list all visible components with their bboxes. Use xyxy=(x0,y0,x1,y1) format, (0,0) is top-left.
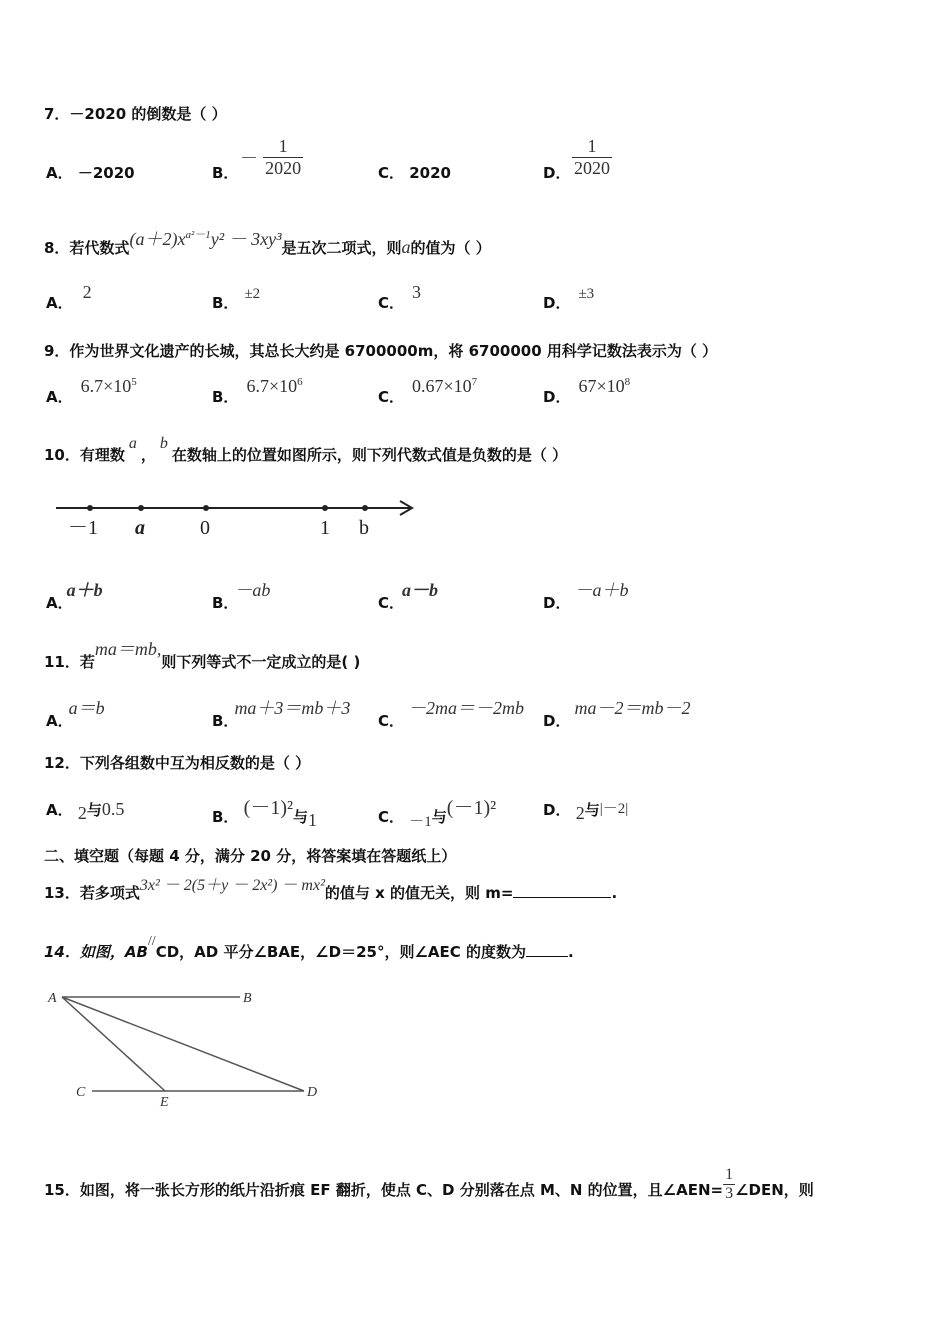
q7-option-a: A． －2020 xyxy=(46,164,135,182)
number-line-label-a: a xyxy=(135,517,145,539)
point-a-label: A xyxy=(48,991,57,1006)
number-line-point-b xyxy=(362,505,368,511)
question-13-stem: 13．若多项式3x² － 2(5＋y － 2x²) － mx²的值与 x 的值无关，则 m= . xyxy=(44,877,618,902)
q7-option-b-value: － $\frac{1}{2020}$ xyxy=(240,136,302,178)
q9-option-d: D．$67\times 10^8$ xyxy=(543,376,631,406)
q12-option-c: C． －1与(－1)² xyxy=(378,797,497,830)
q10-option-b: B．－ab xyxy=(212,580,271,612)
number-line-point-a xyxy=(138,505,144,511)
point-d-label: D xyxy=(307,1085,318,1100)
number-line-point-neg1 xyxy=(87,505,93,511)
question-14-stem: 14．如图，AB//CD，AD 平分∠BAE，∠D＝25°，则∠AEC 的度数为 . xyxy=(44,934,574,961)
point-c-label: C xyxy=(76,1085,86,1100)
number-line-label-neg1: －1 xyxy=(68,517,98,539)
q9-option-a: A．$6.7\times 10^5$ xyxy=(46,376,137,406)
question-11-stem: 11．若ma＝mb,则下列等式不一定成立的是( ) xyxy=(44,639,361,671)
q12-option-b: B． (－1)²与1 xyxy=(212,797,318,830)
q9-option-b: B．$6.7\times 10^6$ xyxy=(212,376,303,406)
q10-option-d: D．－a＋b xyxy=(543,580,629,612)
q13-answer-blank[interactable] xyxy=(513,897,611,898)
segment-ae xyxy=(62,997,165,1091)
q14-figure xyxy=(44,984,334,1112)
number-line-point-0 xyxy=(203,505,209,511)
q9-option-c: C．$0.67\times 10^7$ xyxy=(378,376,478,406)
q7-option-c: C． 2020 xyxy=(378,164,451,182)
question-7-stem: 7．－2020 的倒数是（ ） xyxy=(44,105,227,123)
q10-option-c: C．a－b xyxy=(378,580,439,612)
point-b-label: B xyxy=(243,991,252,1006)
segment-ad xyxy=(62,997,304,1091)
question-15-stem: 15．如图，将一张长方形的纸片沿折痕 EF 翻折，使点 C、D 分别落在点 M、N 的位置，且∠AEN= $\frac{1}{3}$ ∠DEN，则 xyxy=(44,1166,814,1202)
q8-option-c: C．3 xyxy=(378,282,422,312)
q14-answer-blank[interactable] xyxy=(526,956,568,957)
q11-option-d: D．ma－2＝mb－2 xyxy=(543,698,691,730)
question-12-stem: 12．下列各组数中互为相反数的是（ ） xyxy=(44,754,311,772)
number-line xyxy=(50,490,420,542)
question-10-stem: 10．有理数a，b在数轴上的位置如图所示，则下列代数式值是负数的是（ ） xyxy=(44,435,568,464)
q11-option-c: C．－2ma＝－2mb xyxy=(378,698,525,730)
question-9-stem: 9．作为世界文化遗产的长城，其总长大约是 6700000m，将 6700000 用科学记数法表示为（ ） xyxy=(44,342,718,360)
point-e-label: E xyxy=(160,1095,169,1110)
q10-option-a: A．a＋b xyxy=(46,580,103,612)
number-line-label-b: b xyxy=(359,517,369,539)
number-line-label-1: 1 xyxy=(320,517,330,539)
q11-option-b: B．ma＋3＝mb＋3 xyxy=(212,698,351,730)
section-2-heading: 二、填空题（每题 4 分，满分 20 分，将答案填在答题纸上） xyxy=(44,847,457,865)
q11-option-a: A．a＝b xyxy=(46,698,105,730)
number-line-point-1 xyxy=(322,505,328,511)
q12-option-a: A． 2与0.5 xyxy=(46,799,125,823)
q7-option-d-value: $\frac{1}{2020}$ xyxy=(574,136,610,178)
q8-option-b: B． ±2 xyxy=(212,286,261,312)
q12-option-d: D． 2与|－2| xyxy=(543,801,629,823)
number-line-label-0: 0 xyxy=(200,517,210,539)
q8-option-a: A．2 xyxy=(46,282,92,312)
q7-option-d-label: D． xyxy=(543,164,571,182)
q7-option-b-label: B． xyxy=(212,164,239,182)
question-8-stem: 8．若代数式$(a+2)x^{a^2-1}y^2 - 3xy^3$是五次二项式，则a的值为（ ） xyxy=(44,229,491,257)
q8-option-d: D． ±3 xyxy=(543,286,595,312)
